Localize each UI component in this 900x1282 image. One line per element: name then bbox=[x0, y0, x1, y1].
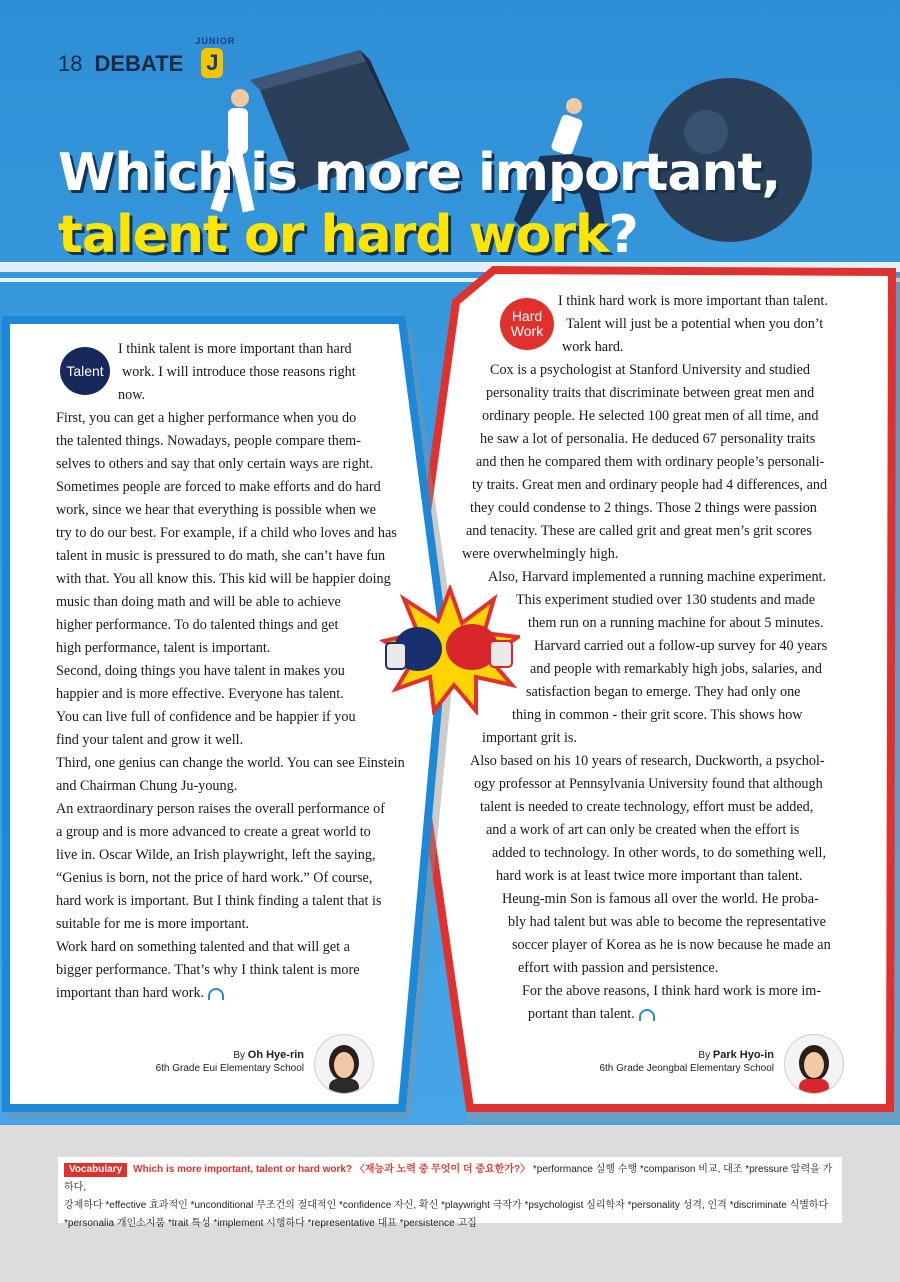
hardwork-line: ty traits. Great men and ordinary people had 4 differences, and bbox=[472, 477, 828, 493]
talent-line: First, you can get a higher performance when you do bbox=[56, 410, 357, 426]
hardwork-badge-line-2: Work bbox=[510, 323, 544, 339]
hardwork-line: he saw a lot of personalia. He deduced 67 personality traits bbox=[480, 431, 816, 447]
author-school: 6th Grade Jeongbal Elementary School bbox=[599, 1063, 774, 1074]
hardwork-line: talent is needed to create technology, effort must be added, bbox=[480, 799, 814, 815]
talent-line: high performance, talent is important. bbox=[56, 640, 271, 656]
talent-line: find your talent and grow it well. bbox=[56, 732, 244, 748]
talent-line: Second, doing things you have talent in makes you bbox=[56, 663, 345, 679]
hardwork-author bbox=[594, 1049, 774, 1075]
logo-letter: J bbox=[201, 48, 223, 78]
hardwork-line: satisfaction began to emerge. They had only one bbox=[526, 684, 801, 700]
hardwork-line: For the above reasons, I think hard work is more im- bbox=[522, 983, 822, 999]
hardwork-line: and tenacity. These are called grit and great men’s grit scores bbox=[466, 523, 812, 539]
vocab-line-1 bbox=[64, 1161, 836, 1197]
hardwork-line: thing in common - their grit score. This shows how bbox=[512, 707, 803, 723]
hardwork-line: ogy professor at Pennsylvania University found that although bbox=[474, 776, 823, 792]
talent-line: suitable for me is more important. bbox=[56, 916, 250, 932]
author-school: 6th Grade Eui Elementary School bbox=[155, 1063, 304, 1074]
logo-small-text: JUNIOR bbox=[195, 36, 236, 46]
hardwork-line: were overwhelmingly high. bbox=[462, 546, 619, 562]
talent-line: talent in music is pressured to do math, she can’t have fun bbox=[56, 548, 386, 564]
hardwork-line: effort with passion and persistence. bbox=[518, 960, 719, 976]
talent-line: with that. You all know this. This kid will be happier doing bbox=[56, 571, 391, 587]
talent-line: bigger performance. That’s why I think talent is more bbox=[56, 962, 360, 978]
vocab-line-3: *personalia 개인소지품 *trait 특성 *implement 시행하다 *representative 대표 *persistence 고집 bbox=[64, 1218, 477, 1229]
author-name: Oh Hye-rin bbox=[247, 1049, 304, 1061]
hardwork-line: work hard. bbox=[562, 339, 624, 355]
hardwork-line: and people with remarkably high jobs, salaries, and bbox=[530, 661, 822, 677]
talent-line: work, since we hear that everything is possible when we bbox=[56, 502, 376, 518]
talent-line: music than doing math and will be able to achieve bbox=[56, 594, 341, 610]
hardwork-line: Heung-min Son is famous all over the world. He proba- bbox=[502, 891, 819, 907]
hardwork-line: Cox is a psychologist at Stanford University and studied bbox=[490, 362, 810, 378]
hardwork-line: Talent will just be a potential when you don’t bbox=[566, 316, 824, 332]
section-label: DEBATE bbox=[94, 51, 184, 76]
hardwork-line: bly had talent but was able to become the representative bbox=[508, 914, 826, 930]
title-line-2: talent or hard work bbox=[58, 205, 609, 265]
title-line-1: Which is more important, bbox=[58, 143, 781, 203]
page-number: 18 bbox=[58, 51, 83, 76]
hardwork-text bbox=[462, 290, 862, 1026]
hardwork-line: they could condense to 2 things. Those 2 things were passion bbox=[470, 500, 817, 516]
talent-line: You can live full of confidence and be happier if you bbox=[56, 709, 356, 725]
hardwork-line: ordinary people. He selected 100 great men of all time, and bbox=[482, 408, 819, 424]
hardwork-line: and then he compared them with ordinary people’s personali- bbox=[476, 454, 825, 470]
talent-author bbox=[150, 1049, 304, 1075]
talent-line: work. I will introduce those reasons right bbox=[122, 364, 356, 380]
vocab-line-2: 강제하다 *effective 효과적인 *unconditional 무조건의 절대적인 *confidence 자신, 확신 *playwright 극작가 *psychologist 심리학자 *personality 성격, 인격 *discriminate 식별하다 bbox=[64, 1200, 829, 1211]
hardwork-badge-line-1: Hard bbox=[511, 308, 543, 324]
talent-line: now. bbox=[118, 387, 146, 403]
talent-line: Sometimes people are forced to make efforts and do hard bbox=[56, 479, 381, 495]
hardwork-line: Also based on his 10 years of research, Duckworth, a psychol- bbox=[470, 753, 825, 769]
headphone-icon[interactable] bbox=[208, 988, 224, 1000]
talent-line: I think talent is more important than hard bbox=[118, 341, 352, 357]
hardwork-author-avatar bbox=[784, 1034, 844, 1094]
hardwork-line-last: portant than talent. bbox=[528, 1006, 635, 1022]
hardwork-line: hard work is at least twice more important than talent. bbox=[496, 868, 803, 884]
author-prefix: By bbox=[233, 1050, 245, 1061]
vocabulary-box bbox=[58, 1157, 842, 1229]
headphone-icon[interactable] bbox=[639, 1009, 655, 1021]
hardwork-line: personality traits that discriminate between great men and bbox=[486, 385, 815, 401]
talent-line: “Genius is born, not the price of hard work.” Of course, bbox=[56, 870, 373, 886]
talent-line: happier and is more effective. Everyone has talent. bbox=[56, 686, 344, 702]
author-name: Park Hyo-in bbox=[712, 1049, 774, 1061]
talent-line: hard work is important. But I think finding a talent that is bbox=[56, 893, 382, 909]
talent-line: Third, one genius can change the world. You can see Einstein bbox=[56, 755, 405, 771]
talent-line: selves to others and say that only certain ways are right. bbox=[56, 456, 374, 472]
vocabulary-headline: Which is more important, talent or hard work? 〈재능과 노력 중 무엇이 더 중요한가?〉 bbox=[133, 1164, 531, 1175]
hardwork-line: Harvard carried out a follow-up survey for 40 years bbox=[534, 638, 828, 654]
hardwork-line: added to technology. In other words, to do something well, bbox=[492, 845, 827, 861]
hardwork-line: soccer player of Korea as he is now because he made an bbox=[512, 937, 831, 953]
hardwork-line: This experiment studied over 130 students and made bbox=[516, 592, 816, 608]
talent-line-last: important than hard work. bbox=[56, 985, 205, 1001]
talent-text bbox=[56, 338, 428, 1005]
talent-line: Work hard on something talented and that will get a bbox=[56, 939, 350, 955]
hardwork-line: them run on a running machine for about 5 minutes. bbox=[528, 615, 824, 631]
talent-line: higher performance. To do talented things and get bbox=[56, 617, 339, 633]
talent-line: live in. Oscar Wilde, an Irish playwright, left the saying, bbox=[56, 847, 376, 863]
talent-badge: Talent bbox=[60, 347, 110, 395]
hardwork-line: and a work of art can only be created when the effort is bbox=[486, 822, 800, 838]
hardwork-line: important grit is. bbox=[482, 730, 577, 746]
hardwork-line bbox=[462, 1003, 862, 1026]
talent-line bbox=[56, 982, 428, 1005]
talent-line: try to do our best. For example, if a child who loves and has bbox=[56, 525, 397, 541]
talent-author-avatar bbox=[314, 1034, 374, 1094]
talent-line: a group and is more advanced to create a great world to bbox=[56, 824, 371, 840]
talent-line: An extraordinary person raises the overall performance of bbox=[56, 801, 385, 817]
author-prefix: By bbox=[698, 1050, 711, 1061]
vocabulary-tag: Vocabulary bbox=[64, 1163, 127, 1177]
vocab-text: *performance 실행 수행 *comparison 비교, 대조 *pressure 압력을 가하다, bbox=[64, 1164, 833, 1193]
title-question-mark: ? bbox=[608, 205, 638, 265]
talent-line: and Chairman Chung Ju-young. bbox=[56, 778, 238, 794]
hardwork-line: Also, Harvard implemented a running machine experiment. bbox=[488, 569, 827, 585]
talent-line: the talented things. Nowadays, people compare them- bbox=[56, 433, 361, 449]
hardwork-line: I think hard work is more important than talent. bbox=[558, 293, 828, 309]
